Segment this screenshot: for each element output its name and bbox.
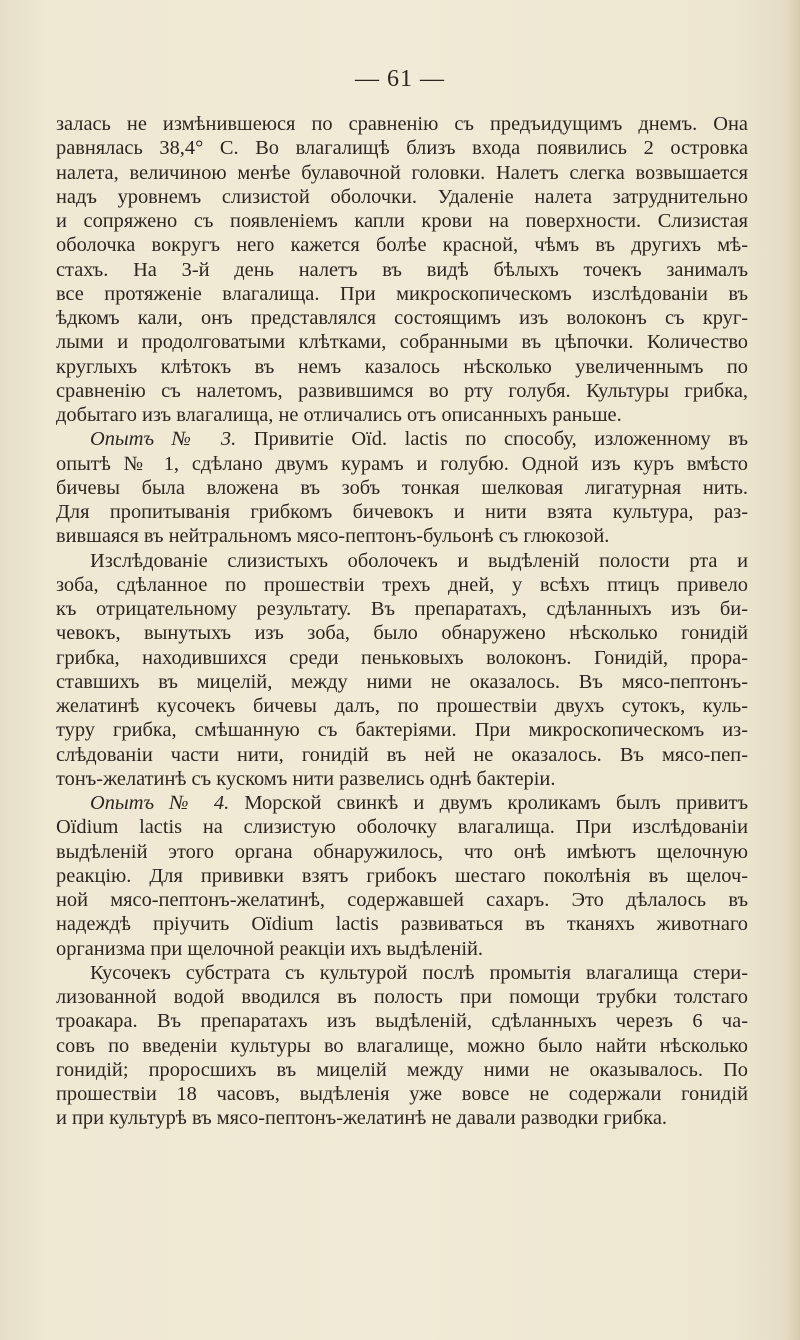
line-text: выдѣленій этого органа обнаружилось, что онѣ имѣютъ щелочную bbox=[56, 840, 748, 863]
text-line bbox=[56, 621, 748, 645]
text-line bbox=[56, 597, 748, 621]
line-text: добытаго изъ влагалища, не отличались отъ описанныхъ раньше. bbox=[56, 404, 622, 426]
line-text: организма при щелочной реакціи ихъ выдѣленій. bbox=[56, 937, 483, 960]
text-line bbox=[56, 767, 748, 791]
text-line bbox=[56, 937, 748, 961]
line-text: налета, величиною менѣе булавочной головки. Налетъ слегка возвышается bbox=[56, 161, 748, 184]
text-line bbox=[56, 815, 748, 839]
text-line bbox=[56, 209, 748, 233]
text-line bbox=[56, 549, 748, 573]
text-line bbox=[56, 1034, 748, 1058]
text-line bbox=[56, 452, 748, 476]
text-line bbox=[56, 282, 748, 306]
text-line bbox=[56, 718, 748, 742]
text-line bbox=[56, 112, 748, 136]
text-line bbox=[56, 427, 748, 451]
experiment-label: Опытъ № 4. bbox=[90, 792, 230, 814]
line-text: къ отрицательному результату. Въ препаратахъ, сдѣланныхъ изъ би- bbox=[56, 598, 748, 620]
line-text: оболочка вокругъ него кажется болѣе красной, чѣмъ въ другихъ мѣ- bbox=[56, 234, 748, 257]
line-text: опытѣ № 1, сдѣлано двумъ курамъ и голубю. Одной изъ куръ вмѣсто bbox=[56, 452, 748, 475]
line-text: лыми и продолговатыми клѣтками, собранными въ цѣпочки. Количество bbox=[56, 331, 748, 354]
text-line bbox=[56, 985, 748, 1009]
body-text bbox=[56, 112, 748, 1131]
line-text: прошествіи 18 часовъ, выдѣленія уже вовсе не содержали гонидій bbox=[56, 1083, 748, 1105]
text-line bbox=[56, 694, 748, 718]
line-text: грибка, находившихся среди пеньковыхъ волоконъ. Гонидій, прора- bbox=[56, 646, 748, 669]
line-text: ставшихъ въ мицелій, между ними не оказалось. Въ мясо-пептонъ- bbox=[56, 670, 748, 693]
text-line bbox=[56, 476, 748, 500]
line-text: совъ по введеніи культуры во влагалище, можно было найти нѣсколько bbox=[56, 1034, 748, 1057]
text-line bbox=[56, 646, 748, 670]
text-line bbox=[56, 573, 748, 597]
line-text: стахъ. На 3-й день налетъ въ видѣ бѣлыхъ точекъ занималъ bbox=[56, 258, 748, 281]
experiment-label: Опытъ № 3. bbox=[90, 428, 237, 451]
text-line bbox=[56, 1009, 748, 1033]
text-line bbox=[56, 161, 748, 185]
text-line bbox=[56, 912, 748, 936]
text-line bbox=[56, 1082, 748, 1106]
text-line bbox=[56, 330, 748, 354]
text-line bbox=[56, 185, 748, 209]
line-text: желатинѣ кусочекъ бичевы далъ, по прошествіи двухъ сутокъ, куль- bbox=[56, 695, 748, 717]
line-text: зоба, сдѣланное по прошествіи трехъ дней, у всѣхъ птицъ привело bbox=[56, 573, 748, 596]
line-text: гонидій; проросшихъ въ мицелій между ними не оказывалось. По bbox=[56, 1058, 748, 1081]
page-number: — 61 — bbox=[355, 66, 445, 92]
text-line bbox=[56, 743, 748, 767]
line-text: Кусочекъ субстрата съ культурой послѣ промытія влагалища стери- bbox=[90, 961, 748, 984]
text-line bbox=[56, 840, 748, 864]
line-text: Для пропитыванія грибкомъ бичевокъ и нити взята культура, раз- bbox=[56, 501, 748, 523]
line-text: вившаяся въ нейтральномъ мясо-пептонъ-бульонѣ съ глюкозой. bbox=[56, 525, 610, 548]
text-line bbox=[56, 961, 748, 985]
line-text: лизованной водой вводился въ полость при помощи трубки толстаго bbox=[56, 986, 748, 1008]
line-text: слѣдованіи части нити, гонидій въ ней не оказалось. Въ мясо-пеп- bbox=[56, 743, 748, 766]
line-text: равнялась 38,4° С. Во влагалищѣ близъ входа появились 2 островка bbox=[56, 137, 748, 160]
line-text: чевокъ, вынутыхъ изъ зоба, было обнаружено нѣсколько гонидій bbox=[56, 622, 748, 645]
line-text: надъ уровнемъ слизистой оболочки. Удаленіе налета затруднительно bbox=[56, 185, 748, 208]
line-text: и при культурѣ въ мясо-пептонъ-желатинѣ не давали разводки грибка. bbox=[56, 1107, 667, 1130]
page-edge-shadow bbox=[786, 0, 800, 1340]
line-text: ной мясо-пептонъ-желатинѣ, содержавшей сахаръ. Это дѣлалось въ bbox=[56, 889, 748, 911]
line-text: все протяженіе влагалища. При микроскопическомъ изслѣдованіи въ bbox=[56, 282, 748, 305]
text-line bbox=[56, 379, 748, 403]
text-line bbox=[56, 355, 748, 379]
text-line bbox=[56, 888, 748, 912]
text-line bbox=[56, 258, 748, 282]
line-text: надеждѣ пріучить Oïdium lactis развиваться въ тканяхъ животнаго bbox=[56, 913, 748, 936]
text-line bbox=[56, 524, 748, 548]
line-text: и сопряжено съ появленіемъ капли крови на поверхности. Слизистая bbox=[56, 210, 748, 232]
line-text: бичевы была вложена въ зобъ тонкая шелковая лигатурная нить. bbox=[56, 476, 748, 499]
line-text: залась не измѣнившеюся по сравненію съ предъидущимъ днемъ. Она bbox=[56, 113, 748, 135]
line-text: круглыхъ клѣтокъ въ немъ казалось нѣсколько увеличеннымъ по bbox=[56, 355, 748, 378]
line-text: туру грибка, смѣшанную съ бактеріями. При микроскопическомъ из- bbox=[56, 719, 748, 742]
text-line bbox=[56, 864, 748, 888]
line-text: ѣдкомъ кали, онъ представлялся состоящимъ изъ волоконъ съ круг- bbox=[56, 307, 748, 329]
line-text: реакцію. Для прививки взятъ грибокъ шестаго поколѣнія въ щелоч- bbox=[56, 864, 748, 887]
text-line bbox=[56, 791, 748, 815]
text-line bbox=[56, 403, 748, 427]
line-text: Морской свинкѣ и двумъ кроликамъ былъ привитъ bbox=[229, 792, 748, 814]
line-text: Изслѣдованіе слизистыхъ оболочекъ и выдѣленій полости рта и bbox=[90, 549, 748, 572]
line-text: троакара. Въ препаратахъ изъ выдѣленій, сдѣланныхъ черезъ 6 ча- bbox=[56, 1010, 748, 1033]
text-line bbox=[56, 233, 748, 257]
line-text: Привитіе Oïd. lactis по способу, изложенному въ bbox=[236, 428, 748, 451]
text-line bbox=[56, 136, 748, 160]
line-text: Oïdium lactis на слизистую оболочку влагалища. При изслѣдованіи bbox=[56, 816, 748, 839]
text-line bbox=[56, 1058, 748, 1082]
text-line bbox=[56, 306, 748, 330]
line-text: сравненію съ налетомъ, развившимся во рту голубя. Культуры грибка, bbox=[56, 379, 748, 402]
text-line bbox=[56, 500, 748, 524]
text-line bbox=[56, 1106, 748, 1130]
line-text: тонъ-желатинѣ съ кускомъ нити развелись однѣ бактеріи. bbox=[56, 767, 556, 790]
text-line bbox=[56, 670, 748, 694]
